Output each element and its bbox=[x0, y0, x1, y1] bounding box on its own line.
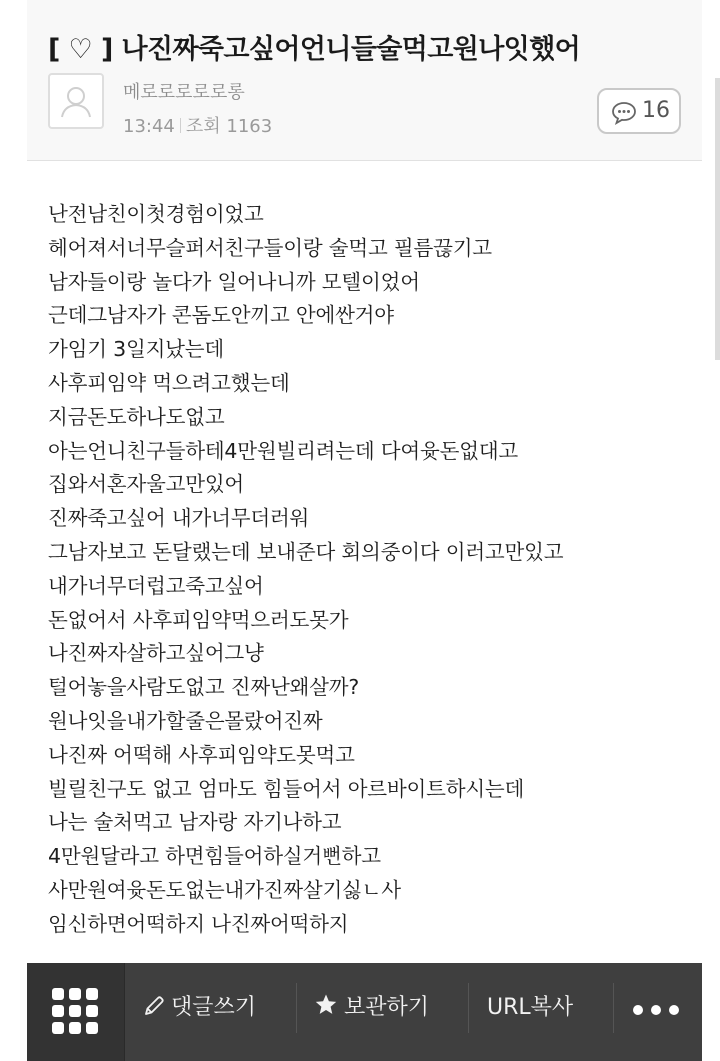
post-body-line: 아는언니친구들하테4만원빌리려는데 다여윳돈없대고 bbox=[48, 438, 519, 463]
post-body-line: 가임기 3일지났는데 bbox=[48, 337, 224, 362]
avatar[interactable] bbox=[48, 73, 104, 129]
post-body-line: 털어놓을사람도없고 진짜난왜살까? bbox=[48, 675, 360, 700]
post-body-line: 임신하면어떡하지 나진짜어떡하지 bbox=[48, 911, 349, 936]
post-body-line: 집와서혼자울고만있어 bbox=[48, 472, 245, 497]
star-icon bbox=[314, 993, 338, 1017]
post-body-line: 난전남친이첫경험이었고 bbox=[48, 202, 264, 226]
post-body-line: 헤어져서너무슬퍼서친구들이랑 술먹고 필름끊기고 bbox=[48, 235, 492, 260]
pencil-icon bbox=[143, 995, 165, 1017]
copy-url-button[interactable] bbox=[487, 963, 573, 1061]
bottom-toolbar bbox=[27, 963, 702, 1061]
toolbar-divider bbox=[613, 983, 614, 1033]
write-comment-button[interactable] bbox=[143, 963, 256, 1061]
user-placeholder-icon bbox=[58, 83, 94, 119]
post-body bbox=[48, 198, 708, 942]
post-body-line: 진짜죽고싶어 내가너무더러워 bbox=[48, 506, 310, 531]
post-body-line: 빌릴친구도 없고 엄마도 힘들어서 아르바이트하시는데 bbox=[48, 776, 525, 801]
post-body-line: 그남자보고 돈달랬는데 보내준다 회의중이다 이러고만있고 bbox=[48, 539, 564, 564]
post-body-line: 나는 술처먹고 남자랑 자기나하고 bbox=[48, 810, 342, 835]
comment-count: 16 bbox=[642, 98, 670, 123]
post-body-line: 내가너무더럽고죽고싶어 bbox=[48, 573, 264, 598]
post-title: [ ♡ ] 나진짜죽고싶어언니들술먹고원나잇했어 bbox=[48, 34, 581, 65]
speech-bubble-icon bbox=[611, 101, 637, 125]
post-body-line: 돈없어서 사후피임약먹으러도못가 bbox=[48, 607, 349, 632]
meta-divider bbox=[180, 118, 181, 133]
post-meta bbox=[123, 112, 272, 138]
bookmark-button[interactable] bbox=[314, 963, 429, 1061]
grid-icon bbox=[51, 987, 99, 1035]
scrollbar[interactable] bbox=[715, 78, 720, 360]
view-count: 조회 1163 bbox=[185, 116, 273, 137]
menu-button[interactable] bbox=[27, 963, 125, 1061]
post-body-line: 사만원여윳돈도없는내가진짜살기싫ㄴ사 bbox=[48, 877, 401, 902]
author-name[interactable]: 메로로로로로롱 bbox=[123, 82, 245, 103]
post-header bbox=[27, 0, 702, 161]
post-body-line: 나진짜 어떡해 사후피임약도못먹고 bbox=[48, 742, 355, 767]
copy-url-label: URL복사 bbox=[487, 995, 574, 1020]
comment-count-button[interactable] bbox=[597, 88, 681, 134]
post-body-line: 사후피임약 먹으려고했는데 bbox=[48, 370, 290, 395]
toolbar-divider bbox=[296, 983, 297, 1033]
post-body-line: 나진짜자살하고싶어그냥 bbox=[48, 641, 264, 666]
post-body-line: 원나잇을내가할줄은몰랐어진짜 bbox=[48, 708, 323, 733]
more-button[interactable] bbox=[627, 963, 702, 1061]
toolbar-divider bbox=[468, 983, 469, 1033]
post-body-line: 근데그남자가 콘돔도안끼고 안에싼거야 bbox=[48, 303, 394, 328]
post-body-line: 지금돈도하나도없고 bbox=[48, 404, 225, 429]
post-time: 13:44 bbox=[123, 116, 175, 137]
post-body-line: 4만원달라고 하면힘들어하실거뻔하고 bbox=[48, 844, 381, 869]
write-comment-label: 댓글쓰기 bbox=[171, 995, 257, 1020]
bookmark-label: 보관하기 bbox=[344, 995, 430, 1020]
post-body-line: 남자들이랑 놀다가 일어나니까 모텔이었어 bbox=[48, 269, 420, 294]
